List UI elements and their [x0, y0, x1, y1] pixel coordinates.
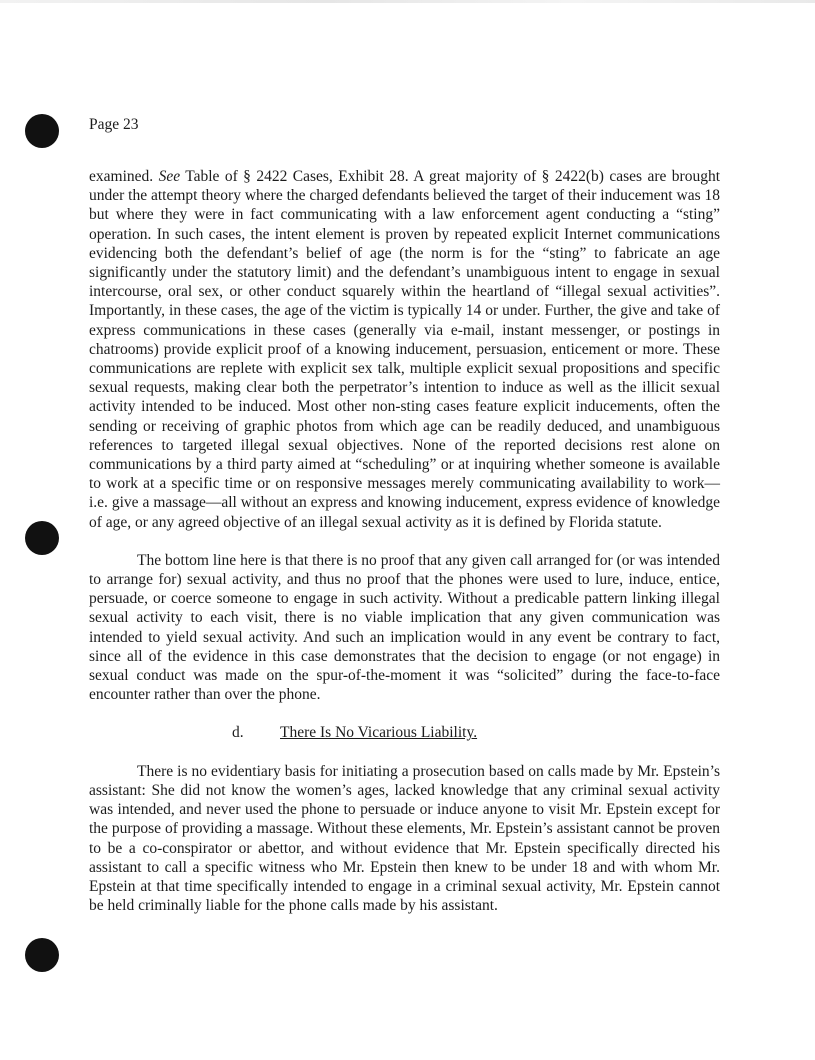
punch-hole-middle: [25, 521, 59, 555]
paragraph-examined: [89, 167, 720, 532]
paragraph-vicarious-liability: There is no evidentiary basis for initiating a prosecution based on calls made by Mr. Epstein’s assistant: She did not know the women’s ages, lacked knowledge that any criminal sexual activity was intended, and never used the phone to persuade or induce anyone to visit Mr. Epstein except for the purpose of providing a massage. Without these elements, Mr. Epstein’s assistant cannot be proven to be a co-conspirator or abettor, and without evidence that Mr. Epstein specifically directed his assistant to call a specific witness who Mr. Epstein then knew to be under 18 and with whom Mr. Epstein at that time specifically intended to engage in a criminal sexual activity, Mr. Epstein cannot be held criminally liable for the phone calls made by his assistant.: [89, 762, 720, 915]
paragraph-spacer: [89, 532, 720, 551]
punch-hole-bottom: [25, 938, 59, 972]
page-number: Page 23: [89, 116, 139, 133]
punch-hole-top: [25, 114, 59, 148]
see-signal: See: [158, 168, 181, 185]
scan-top-edge: [0, 0, 815, 3]
paragraph-spacer: [89, 704, 720, 723]
paragraph-bottom-line: The bottom line here is that there is no proof that any given call arranged for (or was intended to arrange for) sexual activity, and thus no proof that the phones were used to lure, induce, entice, persuade, or coerce someone to engage in such activity. Without a predicable pattern linking illegal sexual activity to each visit, there is no viable implication that any given communication was intended to yield sexual activity. And such an implication would in any event be contrary to fact, since all of the evidence in this case demonstrates that the decision to engage (or not engage) in sexual conduct was made on the spur-of-the-moment it was “solicited” during the face-to-face encounter rather than over the phone.: [89, 551, 720, 704]
paragraph-spacer: [89, 743, 720, 762]
document-body: [89, 167, 720, 915]
section-heading: [89, 723, 720, 742]
paragraph-1-text: Table of § 2422 Cases, Exhibit 28. A great majority of § 2422(b) cases are brought under the attempt theory where the charged defendants believed the target of their inducement was 18 but where they were in fact communicating with a law enforcement agent conducting a “sting” operation. In such cases, the intent element is proven by repeated explicit Internet communications evidencing both the defendant’s belief of age (the norm is for the “sting” to fabricate an age significantly under the statutory limit) and the defendant’s unambiguous intent to engage in sexual intercourse, oral sex, or other conduct squarely within the heartland of “illegal sexual activities”. Importantly, in these cases, the age of the victim is typically 14 or under. Further, the give and take of express communications in these cases (generally via e-mail, instant messenger, or postings in chatrooms) provide explicit proof of a knowing inducement, persuasion, enticement or more. These communications are replete with explicit sex talk, multiple explicit sexual propositions and specific sexual requests, making clear both the perpetrator’s intention to induce as well as the illicit sexual activity intended to be induced. Most other non-sting cases feature explicit inducements, often the sending or receiving of graphic photos from which age can be readily deduced, and unambiguous references to targeted illegal sexual objectives. None of the reported decisions rest alone on communications by a third party aimed at “scheduling” or at inquiring whether someone is available to work at a specific time or on responsive messages merely communicating availability to work—i.e. give a massage—all without an express and knowing inducement, express evidence of knowledge of age, or any agreed objective of an illegal sexual activity as it is defined by Florida statute.: [89, 168, 720, 531]
section-title: There Is No Vicarious Liability.: [280, 724, 478, 742]
paragraph-1-lead: examined.: [89, 168, 159, 185]
section-letter: d.: [232, 724, 244, 742]
